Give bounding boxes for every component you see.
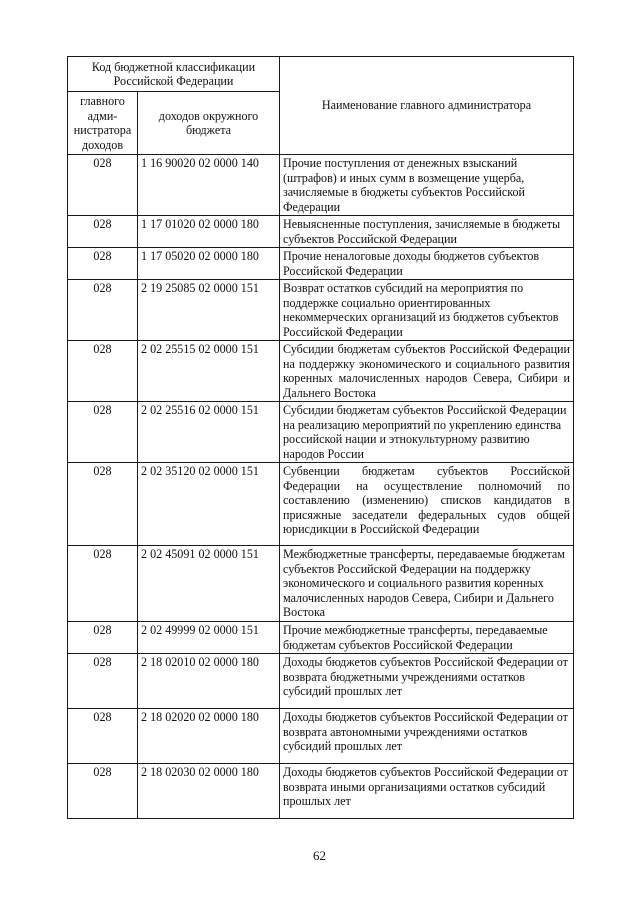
income-code-cell: 2 18 02010 02 0000 180 [138,654,280,709]
income-code-cell: 2 02 25516 02 0000 151 [138,402,280,463]
administrator-name-cell: Субсидии бюджетам субъектов Российской Федерации на реализацию мероприятий по укреплению единства российской нации и этнокультурному развитию народов России [280,402,574,463]
admin-code-cell: 028 [68,280,138,341]
administrator-name-cell: Прочие межбюджетные трансферты, передаваемые бюджетам субъектов Российской Федерации [280,622,574,654]
admin-code-cell: 028 [68,155,138,216]
table-row [68,155,574,216]
income-code-cell: 2 18 02020 02 0000 180 [138,709,280,764]
table-row [68,463,574,546]
table-row [68,546,574,622]
admin-code-cell: 028 [68,546,138,622]
administrator-name-cell: Доходы бюджетов субъектов Российской Федерации от возврата иными организациями остатков субсидий прошлых лет [280,764,574,819]
admin-code-cell: 028 [68,764,138,819]
budget-classification-table [67,56,574,819]
admin-code-cell: 028 [68,654,138,709]
table-row [68,248,574,280]
table-row [68,402,574,463]
table-row [68,216,574,248]
income-code-cell: 1 16 90020 02 0000 140 [138,155,280,216]
admin-code-cell: 028 [68,622,138,654]
income-code-cell: 2 02 49999 02 0000 151 [138,622,280,654]
header-income-column: доходов окружного бюджета [138,92,280,155]
table-row [68,654,574,709]
administrator-name-cell: Невыясненные поступления, зачисляемые в бюджеты субъектов Российской Федерации [280,216,574,248]
administrator-name-cell: Межбюджетные трансферты, передаваемые бюджетам субъектов Российской Федерации на поддержку экономического и социального развития коренных малочисленных народов Севера, Сибири и Дальнего Востока [280,546,574,622]
income-code-cell: 2 02 45091 02 0000 151 [138,546,280,622]
table-row [68,764,574,819]
table-row [68,280,574,341]
administrator-name-cell: Субсидии бюджетам субъектов Российской Федерации на поддержку экономического и социального развития коренных малочисленных народов Севера, Сибири и Дальнего Востока [280,341,574,402]
admin-code-cell: 028 [68,341,138,402]
income-code-cell: 2 02 35120 02 0000 151 [138,463,280,546]
table-row [68,341,574,402]
header-group-title: Код бюджетной классификации Российской Федерации [68,57,280,92]
admin-code-cell: 028 [68,248,138,280]
administrator-name-cell: Доходы бюджетов субъектов Российской Федерации от возврата бюджетными учреждениями остатков субсидий прошлых лет [280,654,574,709]
income-code-cell: 2 02 25515 02 0000 151 [138,341,280,402]
income-code-cell: 2 18 02030 02 0000 180 [138,764,280,819]
income-code-cell: 1 17 01020 02 0000 180 [138,216,280,248]
header-row-top [68,57,574,92]
administrator-name-cell: Доходы бюджетов субъектов Российской Федерации от возврата автономными учреждениями остатков субсидий прошлых лет [280,709,574,764]
administrator-name-cell: Субвенции бюджетам субъектов Российской Федерации на осуществление полномочий по составлению (изменению) списков кандидатов в присяжные заседатели федеральных судов общей юрисдикции в Российской Федерации [280,463,574,546]
table-row [68,622,574,654]
admin-code-cell: 028 [68,216,138,248]
admin-code-cell: 028 [68,402,138,463]
income-code-cell: 1 17 05020 02 0000 180 [138,248,280,280]
table-row [68,709,574,764]
header-admin-column: главного адми-нистратора доходов [68,92,138,155]
admin-code-cell: 028 [68,709,138,764]
admin-code-cell: 028 [68,463,138,546]
administrator-name-cell: Возврат остатков субсидий на мероприятия по поддержке социально ориентированных некоммерческих организаций из бюджетов субъектов Российской Федерации [280,280,574,341]
page-number: 62 [313,848,326,863]
administrator-name-cell: Прочие поступления от денежных взысканий (штрафов) и иных сумм в возмещение ущерба, зачисляемые в бюджеты субъектов Российской Федерации [280,155,574,216]
income-code-cell: 2 19 25085 02 0000 151 [138,280,280,341]
administrator-name-cell: Прочие неналоговые доходы бюджетов субъектов Российской Федерации [280,248,574,280]
header-name-column: Наименование главного администратора [280,57,574,155]
